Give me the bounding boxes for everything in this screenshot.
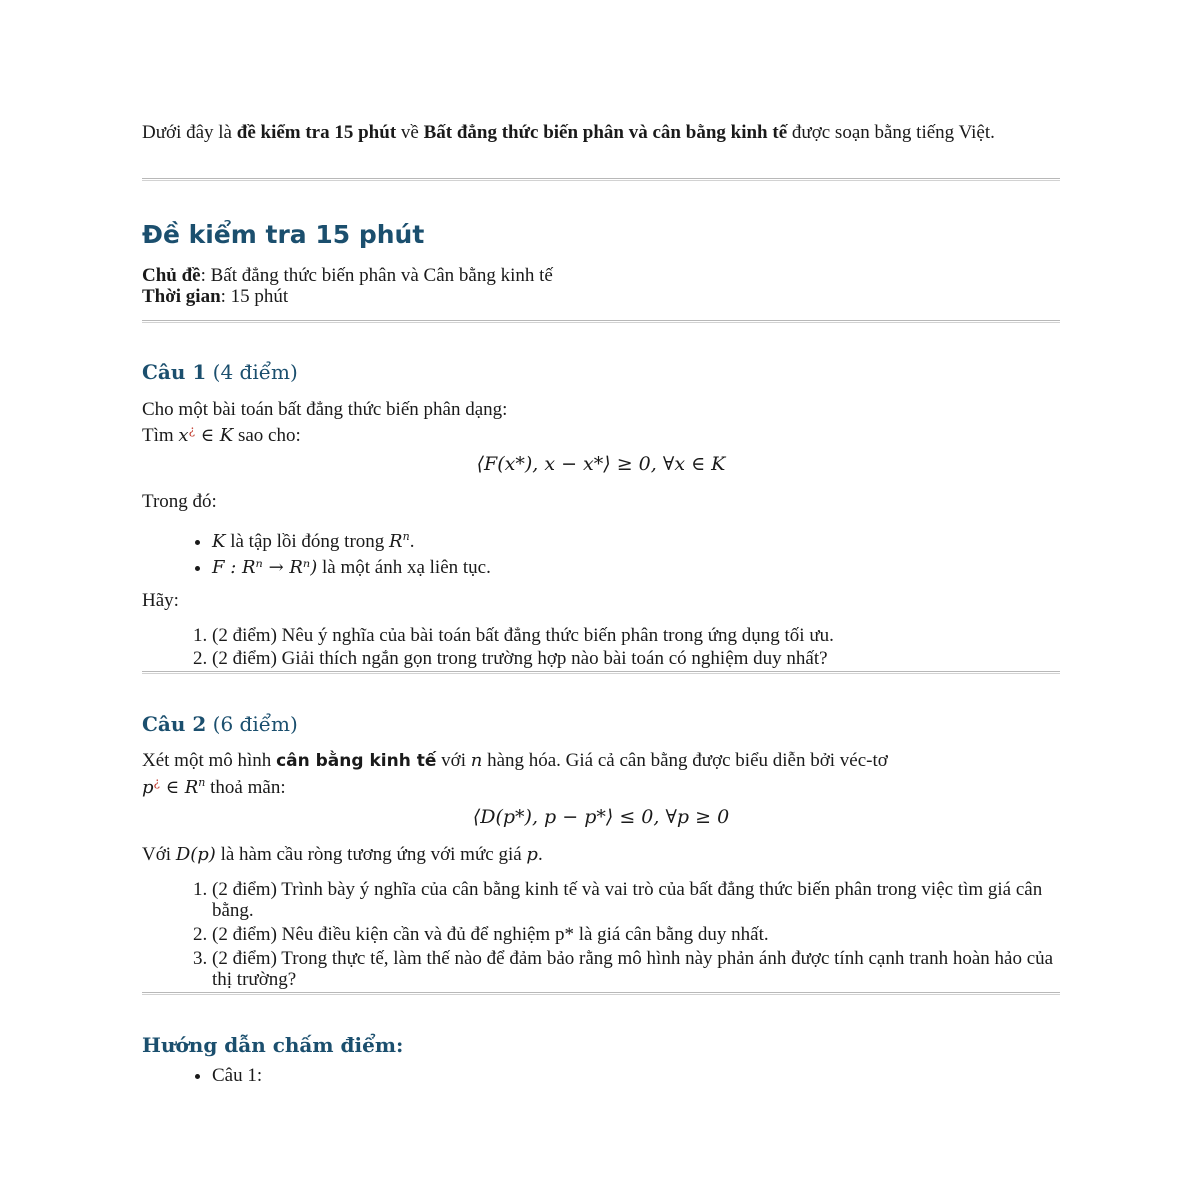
q2-formula: ⟨D(p*), p − p*⟩ ≤ 0, ∀p ≥ 0	[472, 806, 730, 828]
q1-intro-line: Cho một bài toán bất đẳng thức biến phân dạng:	[142, 399, 508, 420]
q2-p-symbol: p	[526, 844, 538, 865]
divider	[142, 178, 1060, 181]
q2-bold-term: cân bằng kinh tế	[276, 751, 437, 771]
list-item: 2. (2 điểm) Nêu điều kiện cần và đủ để nghiệm p* là giá cân bằng duy nhất.	[212, 924, 1060, 945]
q1-bullet2-text: là một ánh xạ liên tục.	[317, 557, 491, 578]
list-item: • K là tập lồi đóng trong $R^n$.	[212, 524, 1060, 555]
list-item: 1. (2 điểm) Trình bày ý nghĩa của cân bằng kinh tế và vai trò của bất đẳng thức biến phân trong việc tìm giá cân bằng.	[212, 879, 1060, 921]
divider	[142, 992, 1060, 995]
list-item: • Câu 1:	[212, 1064, 1060, 1087]
topic-value: : Bất đẳng thức biến phân và Cân bằng kinh tế	[200, 265, 553, 286]
list-item: 2. (2 điểm) Giải thích ngắn gọn trong trường hợp nào bài toán có nghiệm duy nhất?	[212, 647, 1060, 670]
q2-n-symbol: n	[470, 750, 483, 771]
q1-k-symbol: K	[212, 531, 226, 552]
intro-text: Dưới đây là	[142, 122, 237, 143]
question-1-label: Câu 1	[142, 360, 207, 384]
question-2-label: Câu 2	[142, 712, 207, 736]
grading-heading-text: Hướng dẫn chấm điểm:	[142, 1033, 404, 1057]
grading-heading	[142, 1033, 1060, 1057]
q2-with-line	[142, 844, 1060, 865]
topic-line	[142, 265, 1060, 286]
divider	[142, 671, 1060, 674]
q2-with-text: Với	[142, 844, 176, 865]
q1-find-text: Tìm	[142, 425, 179, 446]
intro-text-mid: về	[396, 122, 424, 143]
q2-vector-text: thoả mãn:	[205, 777, 286, 798]
q1-find-math: x¿ ∈ K	[178, 423, 234, 446]
q1-task-list	[142, 624, 1060, 670]
q2-vector-math: p¿ ∈ $R^n$	[142, 775, 206, 798]
time-value: : 15 phút	[220, 286, 289, 307]
q2-vector-line	[142, 772, 1060, 798]
intro-bold-topic: Bất đẳng thức biến phân và cân bằng kinh tế	[423, 122, 788, 143]
list-item: 3. (2 điểm) Trong thực tế, làm thế nào để đảm bảo rằng mô hình này phản ánh được tính cạnh tranh hoàn hảo của thị trường?	[212, 948, 1060, 990]
page-title: Đề kiểm tra 15 phút	[142, 220, 425, 249]
q2-intro-text: Xét một mô hình	[142, 750, 277, 771]
q2-with-mid: là hàm cầu ròng tương ứng với mức giá	[215, 844, 527, 865]
divider	[142, 320, 1060, 323]
q1-formula: ⟨F(x*), x − x*⟩ ≥ 0, ∀x ∈ K	[476, 453, 726, 475]
intro-bold-exam: đề kiểm tra 15 phút	[236, 122, 397, 143]
q2-task-list	[142, 879, 1060, 990]
question-1-heading	[142, 360, 1060, 384]
time-line	[142, 286, 1060, 307]
q1-mapping-math: F : Rⁿ → Rⁿ)	[212, 557, 318, 578]
q2-intro-post: hàng hóa. Giá cả cân bằng được biểu diễn bởi véc-tơ	[482, 750, 888, 771]
list-item: 1. (2 điểm) Nêu ý nghĩa của bài toán bất đẳng thức biến phân trong ứng dụng tối ưu.	[212, 624, 1060, 647]
q1-where: Trong đó:	[142, 491, 217, 512]
q1-bullet1-text: là tập lồi đóng trong	[225, 531, 390, 552]
list-item	[212, 555, 1060, 581]
grading-list	[142, 1064, 1060, 1087]
q1-find-text-post: sao cho:	[233, 425, 301, 446]
q2-dp-math: D(p)	[175, 844, 216, 865]
q1-hay: Hãy:	[142, 590, 179, 611]
question-1-points: (4 điểm)	[206, 360, 298, 384]
q1-rn-symbol: $R^n$	[389, 530, 410, 552]
intro-paragraph	[142, 122, 1060, 143]
question-2-heading	[142, 712, 1060, 736]
q2-with-post: .	[537, 844, 543, 865]
question-2-points: (6 điểm)	[206, 712, 298, 736]
topic-label: Chủ đề	[142, 265, 201, 286]
q2-intro-mid: với	[436, 750, 471, 771]
time-label: Thời gian	[142, 286, 221, 307]
intro-text-post: được soạn bằng tiếng Việt.	[787, 122, 995, 143]
q1-conditions-list	[142, 524, 1060, 581]
q2-intro-line	[142, 750, 1060, 772]
q1-find-line	[142, 420, 1060, 446]
